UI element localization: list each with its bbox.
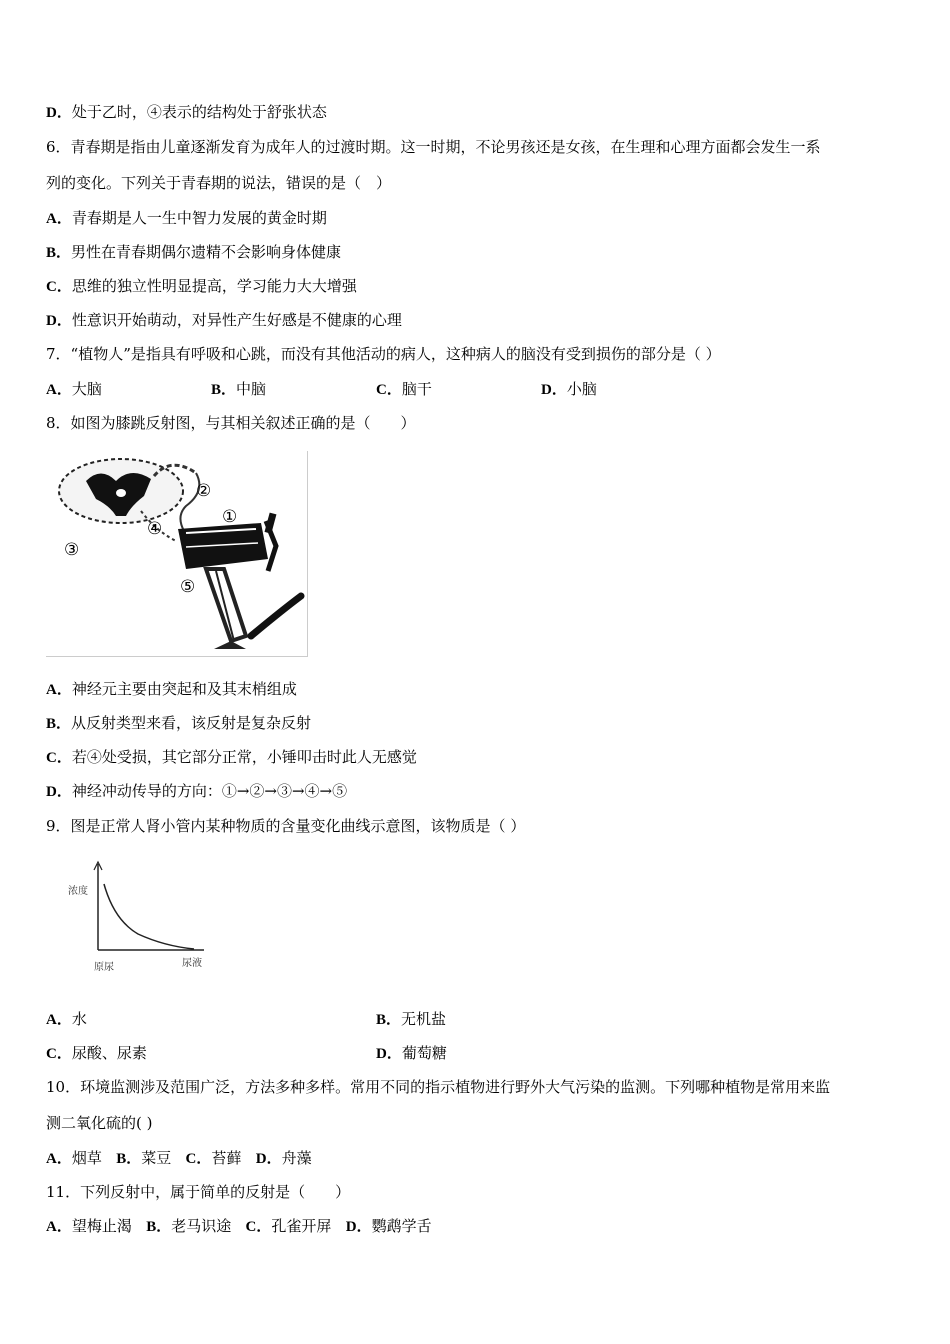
x-start-label: 原尿 xyxy=(94,962,114,973)
q7-option-a: A．大脑 xyxy=(46,380,102,398)
q11-option-c: C．孔雀开屏 xyxy=(245,1217,332,1235)
q11-option-d: D．鹦鹉学舌 xyxy=(345,1217,432,1235)
q7-stem: 7．“植物人”是指具有呼吸和心跳，而没有其他活动的病人，这种病人的脑没有受到损伤的部分是（ ） xyxy=(46,345,721,363)
q10-option-d: D．舟藻 xyxy=(255,1149,312,1167)
q10-option-b: B．菜豆 xyxy=(116,1149,172,1167)
q7-option-d: D．小脑 xyxy=(541,380,597,398)
y-axis-label: 浓度 xyxy=(68,886,88,897)
q9-option-c: C．尿酸、尿素 xyxy=(46,1044,147,1062)
marker-5: ⑤ xyxy=(180,577,196,597)
q11-stem: 11．下列反射中，属于简单的反射是（ ） xyxy=(46,1183,351,1201)
knee-jerk-reflex-drawing xyxy=(46,451,307,656)
q7-option-b: B．中脑 xyxy=(211,380,267,398)
marker-4: ④ xyxy=(147,519,163,539)
q9-option-a: A．水 xyxy=(46,1010,87,1028)
central-canal xyxy=(116,489,126,497)
q9-stem: 9．图是正常人肾小管内某种物质的含量变化曲线示意图，该物质是（ ） xyxy=(46,817,526,835)
q8-option-c: C．若④处受损，其它部分正常，小锤叩击时此人无感觉 xyxy=(46,748,417,766)
q11-option-a: A．望梅止渴 xyxy=(46,1217,132,1235)
q11-options xyxy=(46,1216,432,1237)
marker-3: ③ xyxy=(64,540,80,560)
foot xyxy=(214,641,246,649)
q11-option-b: B．老马识途 xyxy=(146,1217,232,1235)
q6-option-b: B．男性在青春期偶尔遗精不会影响身体健康 xyxy=(46,243,342,261)
q10-option-c: C．苔藓 xyxy=(185,1149,242,1167)
lower-leg xyxy=(206,569,246,641)
q10-stem-line1: 10．环境监测涉及范围广泛，方法多种多样。常用不同的指示植物进行野外大气污染的监测。下列哪种植物是常用来监 xyxy=(46,1078,831,1096)
knee-jerk-reflex-figure xyxy=(46,451,308,657)
q9-options-row1 xyxy=(46,1009,746,1029)
concentration-curve xyxy=(104,884,194,949)
q10-stem-line2: 测二氧化硫的( ) xyxy=(46,1114,153,1132)
q7-options xyxy=(46,379,746,399)
x-end-label: 尿液 xyxy=(182,958,202,969)
q6-option-d: D．性意识开始萌动，对异性产生好感是不健康的心理 xyxy=(46,311,402,329)
q6-option-c: C．思维的独立性明显提高，学习能力大大增强 xyxy=(46,277,357,295)
marker-1: ① xyxy=(222,507,238,527)
q10-options xyxy=(46,1148,312,1169)
q10-option-a: A．烟草 xyxy=(46,1149,102,1167)
q7-option-c: C．脑干 xyxy=(376,380,432,398)
q8-option-a: A．神经元主要由突起和及其末梢组成 xyxy=(46,680,297,698)
q9-options-row2 xyxy=(46,1043,746,1063)
q6-stem-line2: 列的变化。下列关于青春期的说法，错误的是（ ） xyxy=(46,174,392,192)
q6-stem-line1: 6．青春期是指由儿童逐渐发育为成年人的过渡时期。这一时期，不论男孩还是女孩，在生理和心理方面都会发生一系 xyxy=(46,138,821,156)
q5-option-d: D．处于乙时，④表示的结构处于舒张状态 xyxy=(46,103,327,121)
q8-stem: 8．如图为膝跳反射图，与其相关叙述正确的是（ ） xyxy=(46,414,416,432)
concentration-curve-chart xyxy=(66,858,216,978)
q8-option-d: D．神经冲动传导的方向：①→②→③→④→⑤ xyxy=(46,782,348,800)
q8-option-b: B．从反射类型来看，该反射是复杂反射 xyxy=(46,714,312,732)
kick-arc xyxy=(251,596,301,636)
marker-2: ② xyxy=(196,481,212,501)
q6-option-a: A．青春期是人一生中智力发展的黄金时期 xyxy=(46,209,327,227)
q9-option-b: B．无机盐 xyxy=(376,1010,447,1028)
q9-option-d: D．葡萄糖 xyxy=(376,1044,447,1062)
concentration-curve-figure xyxy=(66,858,216,978)
